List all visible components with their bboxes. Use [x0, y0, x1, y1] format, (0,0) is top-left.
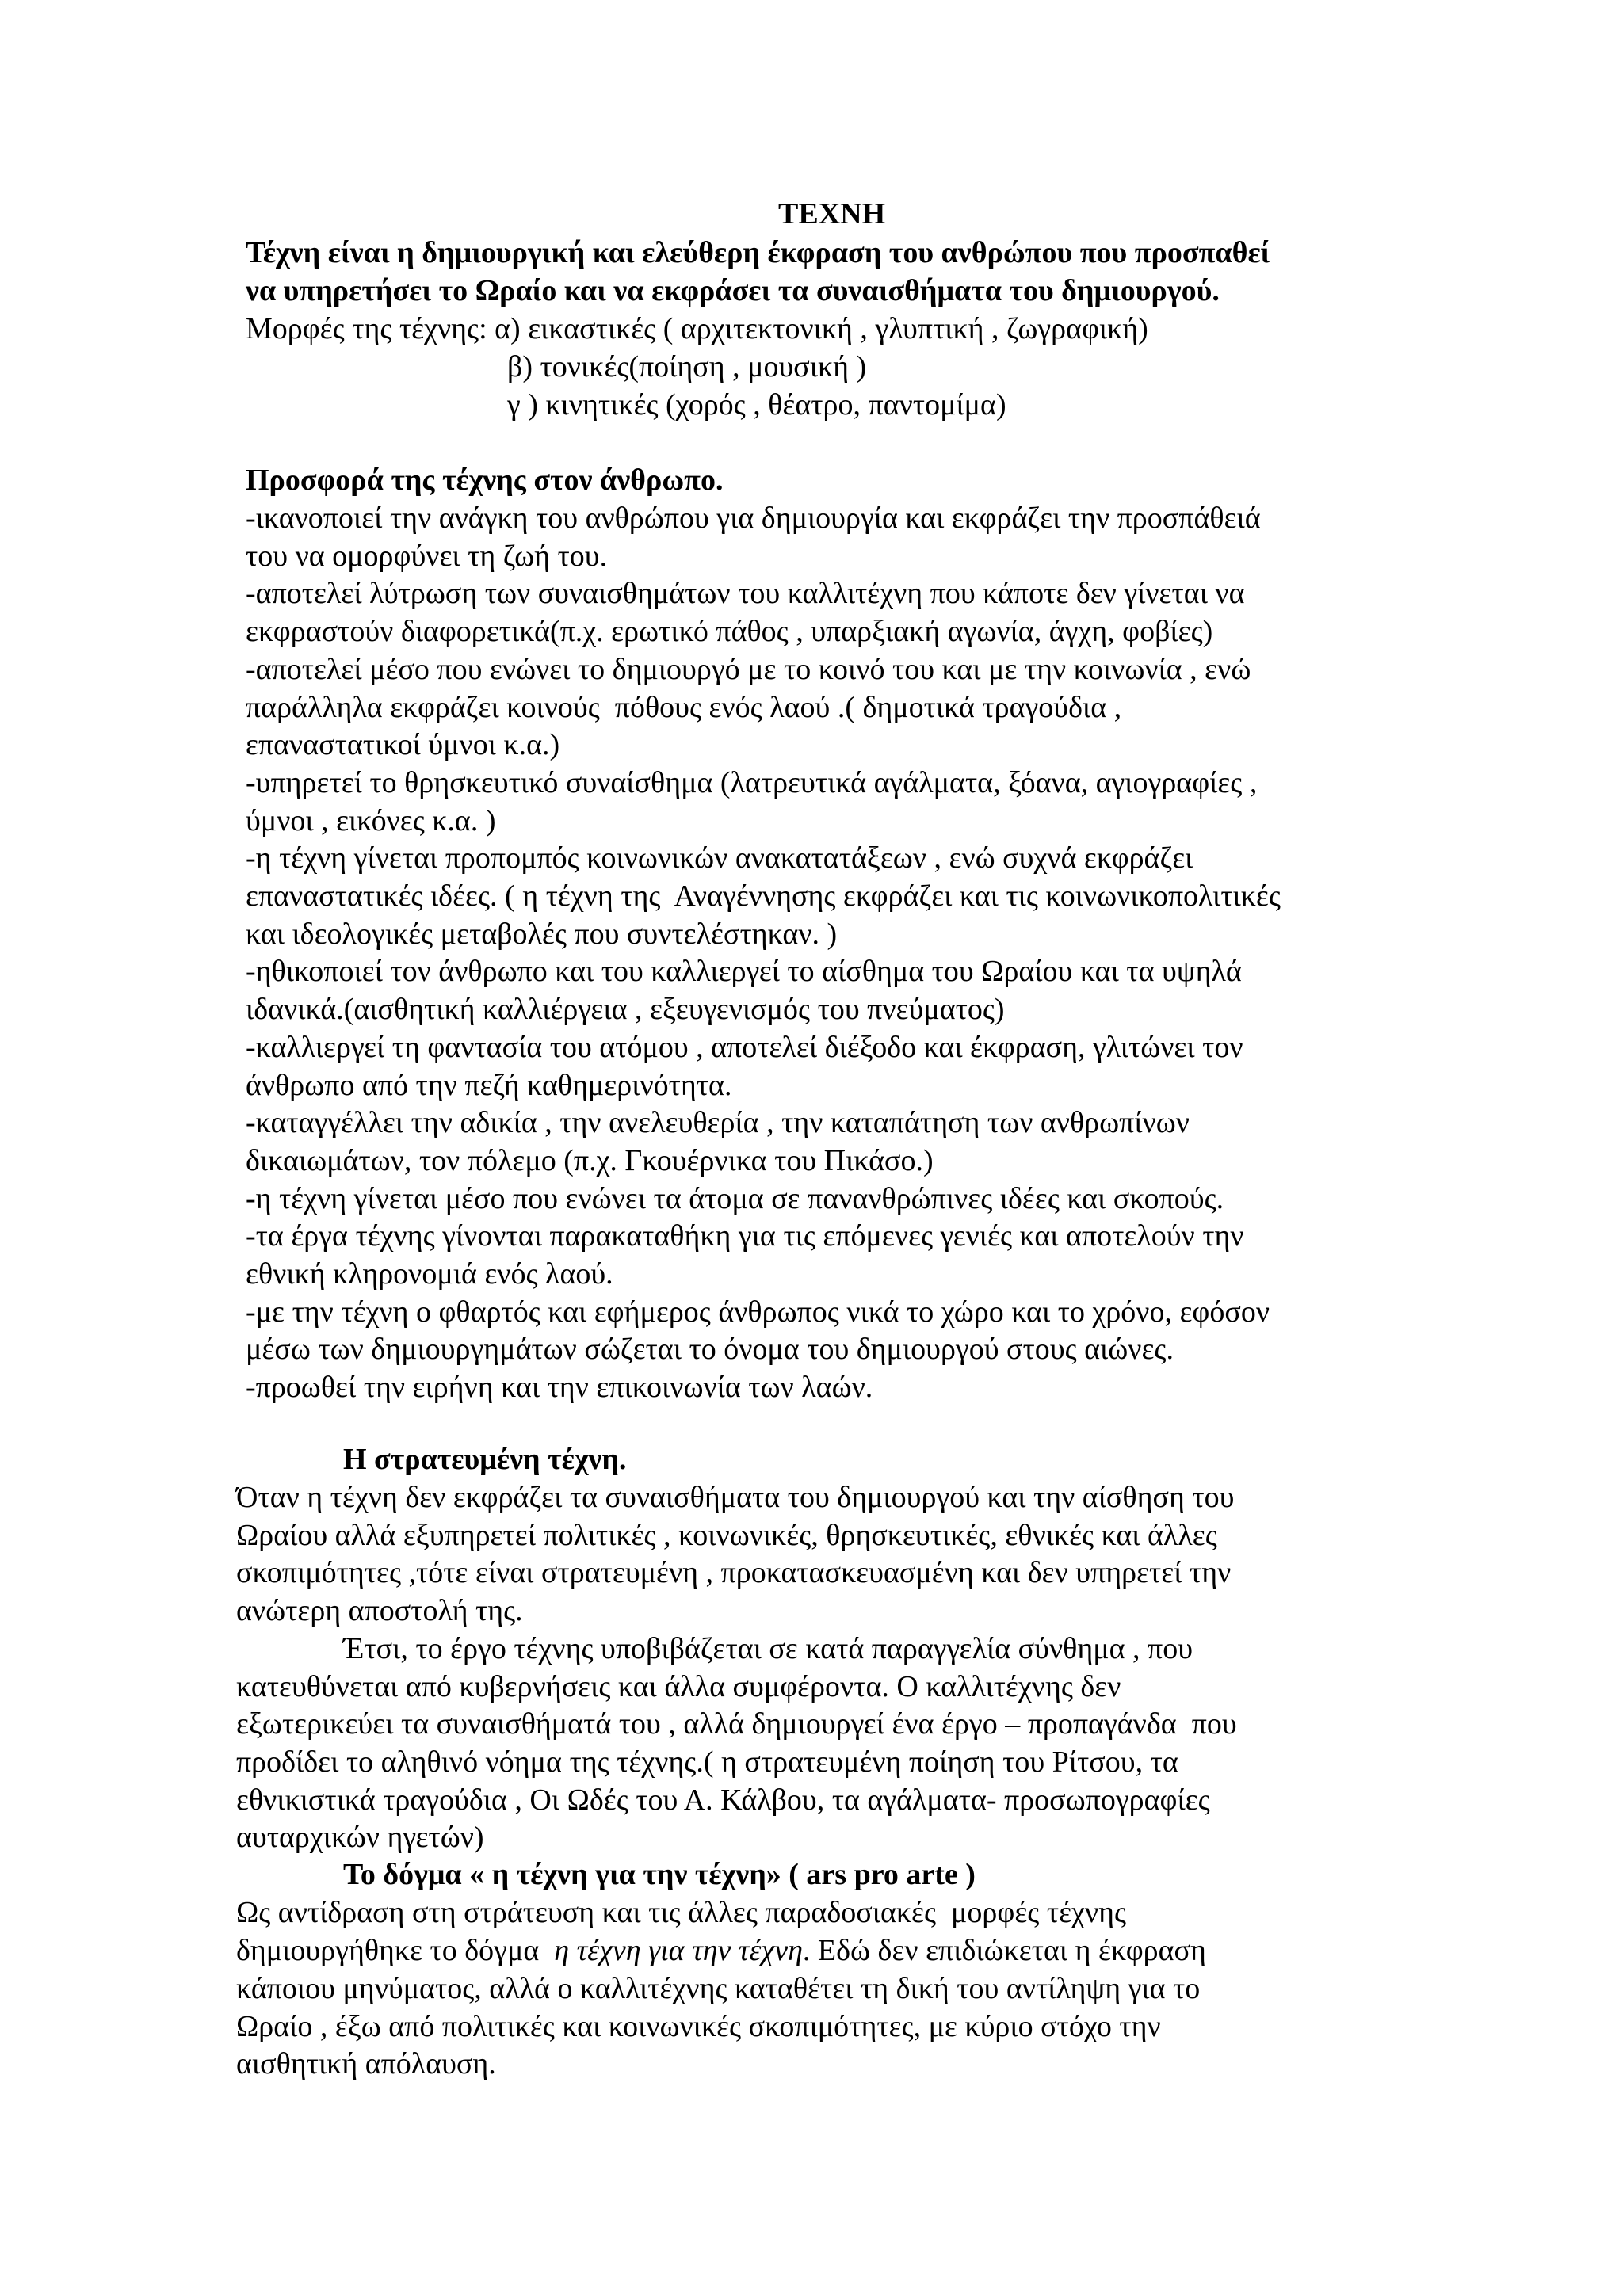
section-heading-contribution: Προσφορά της τέχνης στον άνθρωπο. [246, 463, 724, 497]
paragraph-line: προδίδει το αληθινό νόημα της τέχνης.( η στρατευμένη ποίηση του Ρίτσου, τα [236, 1745, 1178, 1779]
ars-line-italic-phrase: η τέχνη για την τέχνη [554, 1934, 803, 1967]
paragraph-line: Όταν η τέχνη δεν εκφράζει τα συναισθήματα του δημιουργού και την αίσθηση του [236, 1481, 1235, 1514]
list-item-line: επαναστατικές ιδέες. ( η τέχνη της Αναγέννησης εκφράζει και τις κοινωνικοπολιτικές [246, 879, 1281, 913]
list-item-line: του να ομορφύνει τη ζωή του. [246, 539, 608, 573]
page-title: ΤΕΧΝΗ [778, 197, 886, 231]
list-item-line: -η τέχνη γίνεται μέσο που ενώνει τα άτομα σε πανανθρώπινες ιδέες και σκοπούς. [246, 1181, 1224, 1215]
list-item-line: μέσω των δημιουργημάτων σώζεται το όνομα του δημιουργού στους αιώνες. [246, 1333, 1174, 1367]
paragraph-line: εθνικιστικά τραγούδια , Οι Ωδές του Α. Κάλβου, τα αγάλματα- προσωπογραφίες [236, 1783, 1210, 1817]
list-item-line: -υπηρετεί το θρησκευτικό συναίσθημα (λατρευτικά αγάλματα, ξόανα, αγιογραφίες , [246, 765, 1258, 799]
forms-line: β) τονικές(ποίηση , μουσική ) [507, 350, 867, 383]
list-item-line: ύμνοι , εικόνες κ.α. ) [246, 803, 496, 837]
list-item-line: -καταγγέλλει την αδικία , την ανελευθερία , την καταπάτηση των ανθρωπίνων [246, 1106, 1190, 1140]
ars-line-post: . Εδώ δεν επιδιώκεται η έκφραση [802, 1934, 1206, 1967]
list-item-line: -προωθεί την ειρήνη και την επικοινωνία των λαών. [246, 1371, 873, 1405]
list-item-line: και ιδεολογικές μεταβολές που συντελέστηκαν. ) [246, 917, 838, 951]
list-item-line: -τα έργα τέχνης γίνονται παρακαταθήκη για τις επόμενες γενιές και αποτελούν την [246, 1219, 1244, 1253]
list-item-line: επαναστατικοί ύμνοι κ.α.) [246, 728, 560, 762]
list-item-line: εθνική κληρονομιά ενός λαού. [246, 1257, 613, 1291]
list-item-line: -αποτελεί λύτρωση των συναισθημάτων του καλλιτέχνη που κάποτε δεν γίνεται να [246, 577, 1245, 611]
section-heading-committed-art: Η στρατευμένη τέχνη. [343, 1443, 627, 1476]
ars-line-pre: δημιουργήθηκε το δόγμα [236, 1934, 555, 1967]
list-item-line: -η τέχνη γίνεται προπομπός κοινωνικών ανακατατάξεων , ενώ συχνά εκφράζει [246, 841, 1193, 875]
paragraph-line: εξωτερικεύει τα συναισθήματά του , αλλά δημιουργεί ένα έργο – προπαγάνδα που [236, 1707, 1237, 1741]
forms-line: Μορφές της τέχνης: α) εικαστικές ( αρχιτεκτονική , γλυπτική , ζωγραφική) [246, 312, 1148, 345]
definition-line: Τέχνη είναι η δημιουργική και ελεύθερη έκφραση του ανθρώπου που προσπαθεί [246, 236, 1270, 269]
ars-pro-arte-line [236, 1932, 1206, 1970]
paragraph-line: κατευθύνεται από κυβερνήσεις και άλλα συμφέροντα. Ο καλλιτέχνης δεν [236, 1669, 1121, 1703]
paragraph-line: σκοπιμότητες ,τότε είναι στρατευμένη , προκατασκευασμένη και δεν υπηρετεί την [236, 1556, 1232, 1590]
definition-line: να υπηρετήσει το Ωραίο και να εκφράσει τα συναισθήματα του δημιουργού. [246, 274, 1220, 307]
paragraph-line: Ωραίου αλλά εξυπηρετεί πολιτικές , κοινωνικές, θρησκευτικές, εθνικές και άλλες [236, 1518, 1217, 1552]
list-item-line: παράλληλα εκφράζει κοινούς πόθους ενός λαού .( δημοτικά τραγούδια , [246, 690, 1122, 724]
paragraph-line: Έτσι, το έργο τέχνης υποβιβάζεται σε κατά παραγγελία σύνθημα , που [343, 1631, 1193, 1665]
ars-pro-arte-line: Ωραίο , έξω από πολιτικές και κοινωνικές σκοπιμότητες, με κύριο στόχο την [236, 2009, 1161, 2043]
paragraph-line: αυταρχικών ηγετών) [236, 1821, 484, 1855]
list-item-line: ιδανικά.(αισθητική καλλιέργεια , εξευγενισμός του πνεύματος) [246, 993, 1005, 1027]
list-item-line: -αποτελεί μέσο που ενώνει το δημιουργό με το κοινό του και με την κοινωνία , ενώ [246, 652, 1251, 686]
list-item-line: -ικανοποιεί την ανάγκη του ανθρώπου για δημιουργία και εκφράζει την προσπάθειά [246, 502, 1261, 535]
ars-pro-arte-line: αισθητική απόλαυση. [236, 2047, 496, 2081]
forms-line: γ ) κινητικές (χορός , θέατρο, παντομίμα) [507, 388, 1006, 421]
ars-pro-arte-line: κάποιου μηνύματος, αλλά ο καλλιτέχνης καταθέτει τη δική του αντίληψη για το [236, 1972, 1201, 2005]
section-heading-ars-pro-arte: Το δόγμα « η τέχνη για την τέχνη» ( ars pro arte ) [343, 1858, 976, 1891]
list-item-line: άνθρωπο από την πεζή καθημερινότητα. [246, 1068, 732, 1102]
list-item-line: -καλλιεργεί τη φαντασία του ατόμου , αποτελεί διέξοδο και έκφραση, γλιτώνει τον [246, 1030, 1243, 1064]
list-item-line: -ηθικοποιεί τον άνθρωπο και του καλλιεργεί το αίσθημα του Ωραίου και τα υψηλά [246, 955, 1242, 989]
list-item-line: δικαιωμάτων, τον πόλεμο (π.χ. Γκουέρνικα του Πικάσο.) [246, 1143, 934, 1177]
list-item-line: -με την τέχνη ο φθαρτός και εφήμερος άνθρωπος νικά το χώρο και το χρόνο, εφόσον [246, 1295, 1270, 1329]
paragraph-line: ανώτερη αποστολή της. [236, 1594, 523, 1628]
ars-pro-arte-line: Ως αντίδραση στη στράτευση και τις άλλες παραδοσιακές μορφές τέχνης [236, 1896, 1127, 1929]
list-item-line: εκφραστούν διαφορετικά(π.χ. ερωτικό πάθος , υπαρξιακή αγωνία, άγχη, φοβίες) [246, 615, 1213, 649]
